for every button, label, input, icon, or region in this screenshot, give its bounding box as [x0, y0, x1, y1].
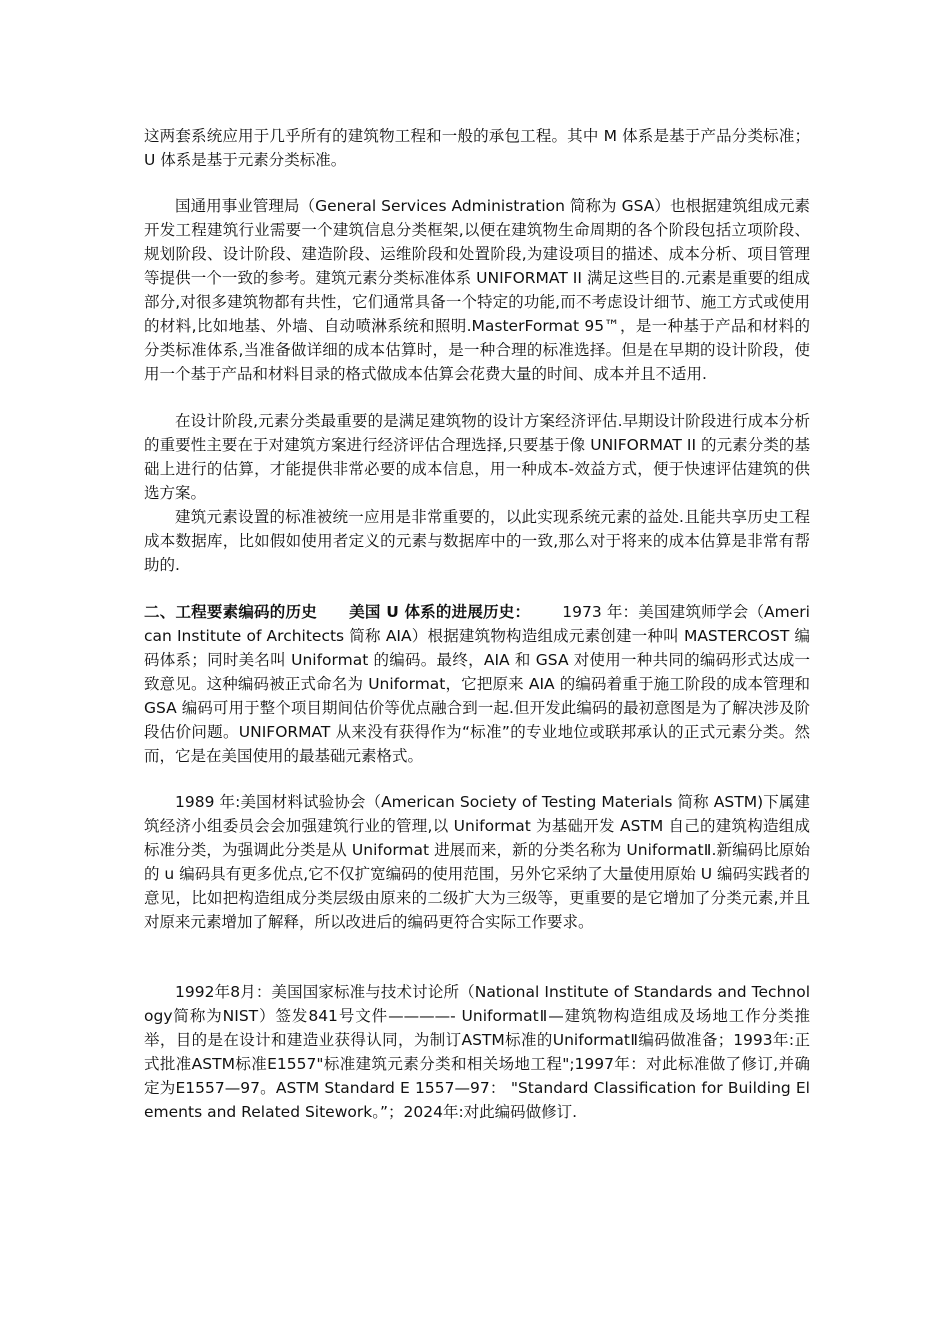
paragraph-gsa: 国通用事业管理局（General Services Administration 简称为 GSA）也根据建筑组成元素开发工程建筑行业需要一个建筑信息分类框架,以便在建筑物生命周期的各个阶段包括立项阶段、规划阶段、设计阶段、建造阶段、运维阶段和处置阶段,为建设项目的描述、成本分析、项目管理等提供一个一致的参考。建筑元素分类标准体系 UNIFORMAT II 满足这些目的.元素是重要的组成部分,对很多建筑物都有共性，它们通常具备一个特定的功能,而不考虑设计细节、施工方式或使用的材料,比如地基、外墙、自动喷淋系统和照明.MasterFormat 95™，是一种基于产品和材料的分类标准体系,当准备做详细的成本估算时，是一种合理的标准选择。但是在早期的设计阶段，使用一个基于产品和材料目录的格式做成本估算会花费大量的时间、成本并且不适用.	[144, 197, 810, 383]
paragraph-history	[144, 600, 810, 768]
paragraph-1992: 1992年8月：美国国家标准与技术讨论所（National Institute of Standards and Technology简称为NIST）签发841号文件————- UniformatⅡ—建筑物构造组成及场地工作分类推举，目的是在设计和建造业获得认同，为制订ASTM标准的UniformatⅡ编码做准备；1993年:正式批准ASTM标准E1557"标准建筑元素分类和相关场地工程";1997年：对此标准做了修订,并确定为E1557—97。ASTM Standard E 1557—97： "Standard Classification for Building Elements and Related Sitework。”；2024年:对此编码做修订.	[144, 983, 810, 1121]
document-page	[144, 124, 810, 1124]
paragraph-intro: 这两套系统应用于几乎所有的建筑物工程和一般的承包工程。其中 M 体系是基于产品分类标准；U 体系是基于元素分类标准。	[144, 127, 810, 169]
paragraph-1989: 1989 年:美国材料试验协会（American Society of Testing Materials 简称 ASTM)下属建筑经济小组委员会会加强建筑行业的管理,以 Uniformat 为基础开发 ASTM 自己的建筑构造组成标准分类，为强调此分类是从 Uniformat 进展而来，新的分类名称为 UniformatⅡ.新编码比原始的 u 编码具有更多优点,它不仅扩宽编码的使用范围，另外它采纳了大量使用原始 U 编码实践者的意见，比如把构造组成分类层级由原来的二级扩大为三级等，更重要的是它增加了分类元素,并且对原来元素增加了解释，所以改进后的编码更符合实际工作要求。	[144, 793, 810, 931]
section-heading: 二、工程要素编码的历史	[144, 603, 317, 621]
subsection-heading: 美国 U 体系的进展历史：	[348, 603, 531, 621]
paragraph-element-standard: 建筑元素设置的标准被统一应用是非常重要的，以此实现系统元素的益处.且能共享历史工程成本数据库，比如假如使用者定义的元素与数据库中的一致,那么对于将来的成本估算是非常有帮助的.	[144, 508, 810, 574]
paragraph-design-stage: 在设计阶段,元素分类最重要的是满足建筑物的设计方案经济评估.早期设计阶段进行成本分析的重要性主要在于对建筑方案进行经济评估合理选择,只要基于像 UNIFORMAT II 的元素分类的基础上进行的估算，才能提供非常必要的成本信息，用一种成本-效益方式，便于快速评估建筑的供选方案。	[144, 412, 810, 502]
history-lead-text: 1973 年：美国建筑师学会（American Institute of Architects 简称 AIA）根据建筑物构造组成元素创建一种叫 MASTERCOST 编码体系；同时美名叫 Uniformat 的编码。最终，AIA 和 GSA 对使用一种共同的编码形式达成一致意见。这种编码被正式命名为 Uniformat，它把原来 AIA 的编码着重于施工阶段的成本管理和 GSA 编码可用于整个项目期间估价等优点融合到一起.但开发此编码的最初意图是为了解决涉及阶段估价问题。UNIFORMAT 从来没有获得作为“标准”的专业地位或联邦承认的正式元素分类。然而，它是在美国使用的最基础元素格式。	[144, 603, 810, 765]
